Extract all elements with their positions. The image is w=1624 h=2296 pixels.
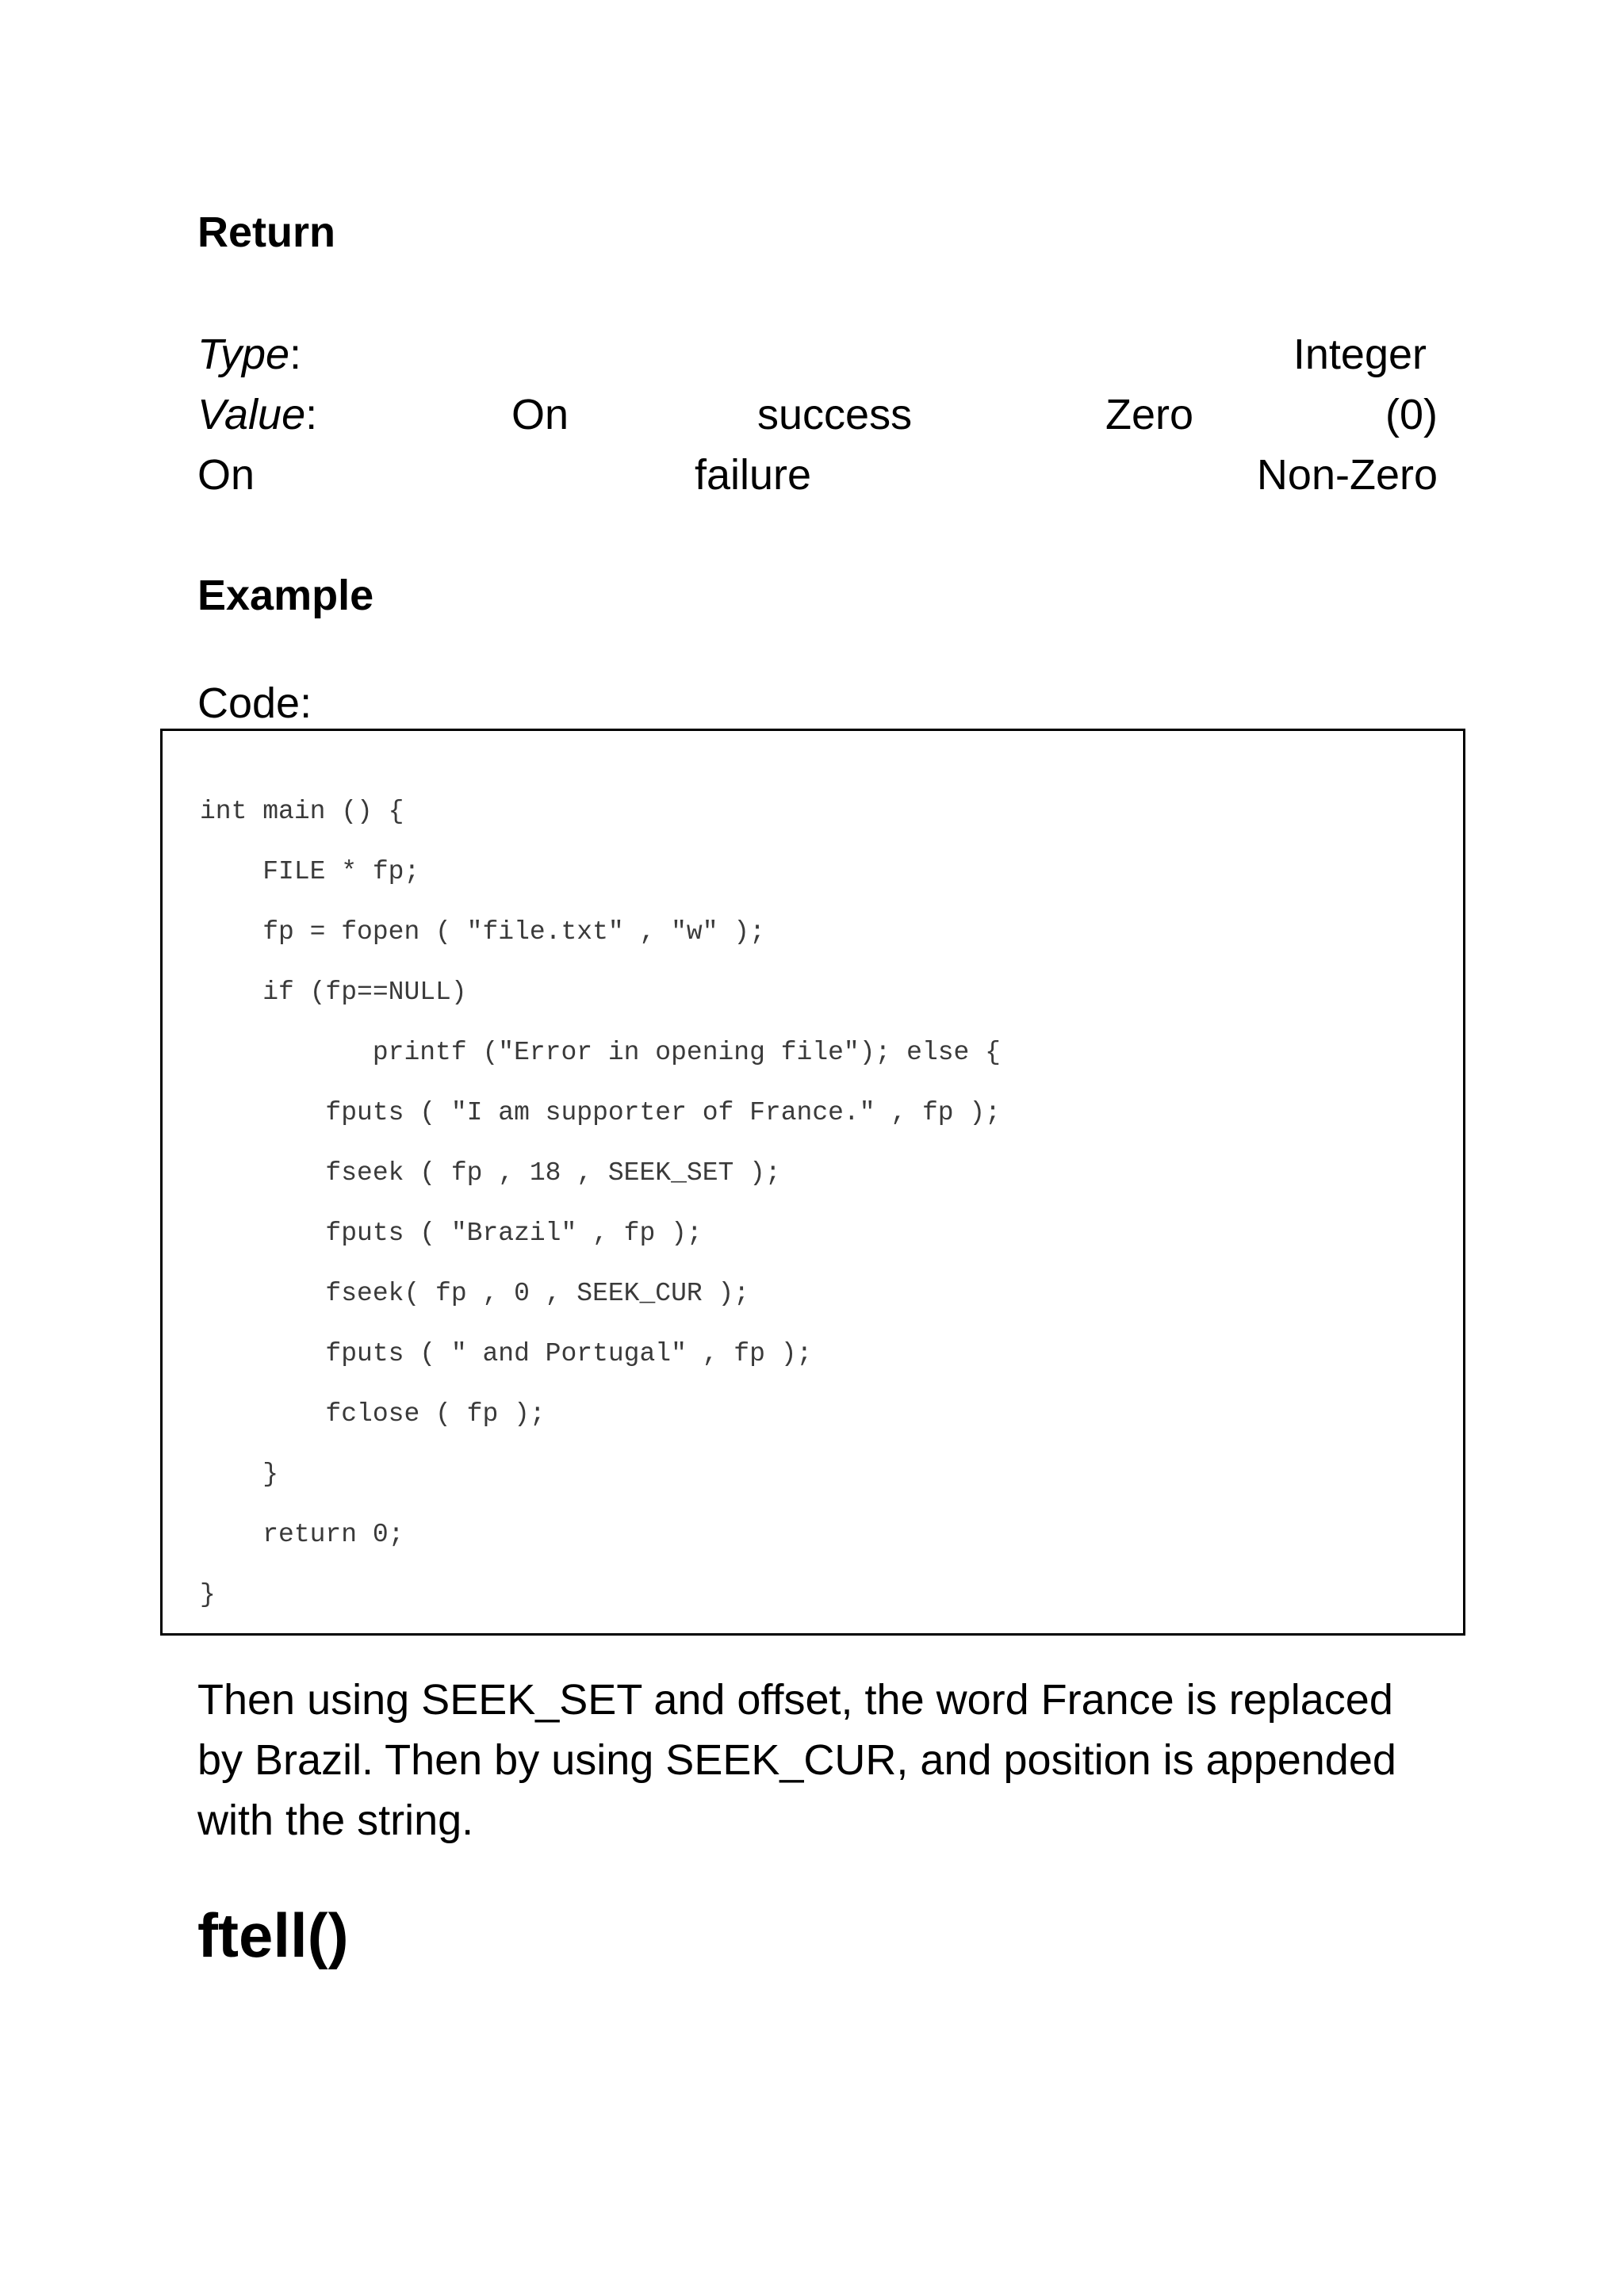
example-heading: Example: [197, 572, 374, 619]
code-line: fp = fopen ( "file.txt" , "w" );: [200, 917, 765, 947]
type-colon: :: [289, 331, 302, 378]
type-label: Type: [197, 331, 290, 378]
code-line: fseek( fp , 0 , SEEK_CUR );: [200, 1279, 750, 1308]
code-line: printf ("Error in opening file"); else {: [200, 1038, 1001, 1067]
code-line: int main () {: [200, 797, 404, 826]
code-line: }: [200, 1580, 216, 1609]
ftell-heading: ftell(): [197, 1900, 349, 1970]
code-line: return 0;: [200, 1520, 404, 1549]
code-line: fputs ( " and Portugal" , fp );: [200, 1339, 813, 1368]
value-colon: :: [305, 391, 318, 438]
code-line: FILE * fp;: [200, 857, 420, 886]
value-success: success: [757, 391, 913, 438]
code-line: fputs ( "I am supporter of France." , fp );: [200, 1098, 1001, 1127]
return-heading: Return: [197, 209, 335, 256]
value-label: Value: [197, 391, 306, 438]
value-label-line: [197, 393, 317, 436]
failure-on: On: [197, 451, 255, 499]
type-value: Integer: [1293, 331, 1427, 378]
value-zero: Zero: [1105, 391, 1194, 438]
value-zero-number: (0): [1385, 391, 1438, 438]
type-label-line: [197, 333, 301, 376]
failure-value: Non-Zero: [1256, 451, 1438, 499]
code-line: fclose ( fp );: [200, 1399, 546, 1429]
code-line: fseek ( fp , 18 , SEEK_SET );: [200, 1158, 781, 1188]
code-label: Code:: [197, 679, 312, 727]
code-block: [160, 729, 1465, 1636]
code-line: if (fp==NULL): [200, 978, 467, 1007]
code-line: }: [200, 1460, 279, 1489]
code-line: fputs ( "Brazil" , fp );: [200, 1219, 703, 1248]
explanation-paragraph: Then using SEEK_SET and offset, the word France is replaced by Brazil. Then by using SEEK_CUR, and position is appended with the string.: [197, 1676, 1396, 1844]
value-on: On: [511, 391, 569, 438]
failure-word: failure: [695, 451, 812, 499]
